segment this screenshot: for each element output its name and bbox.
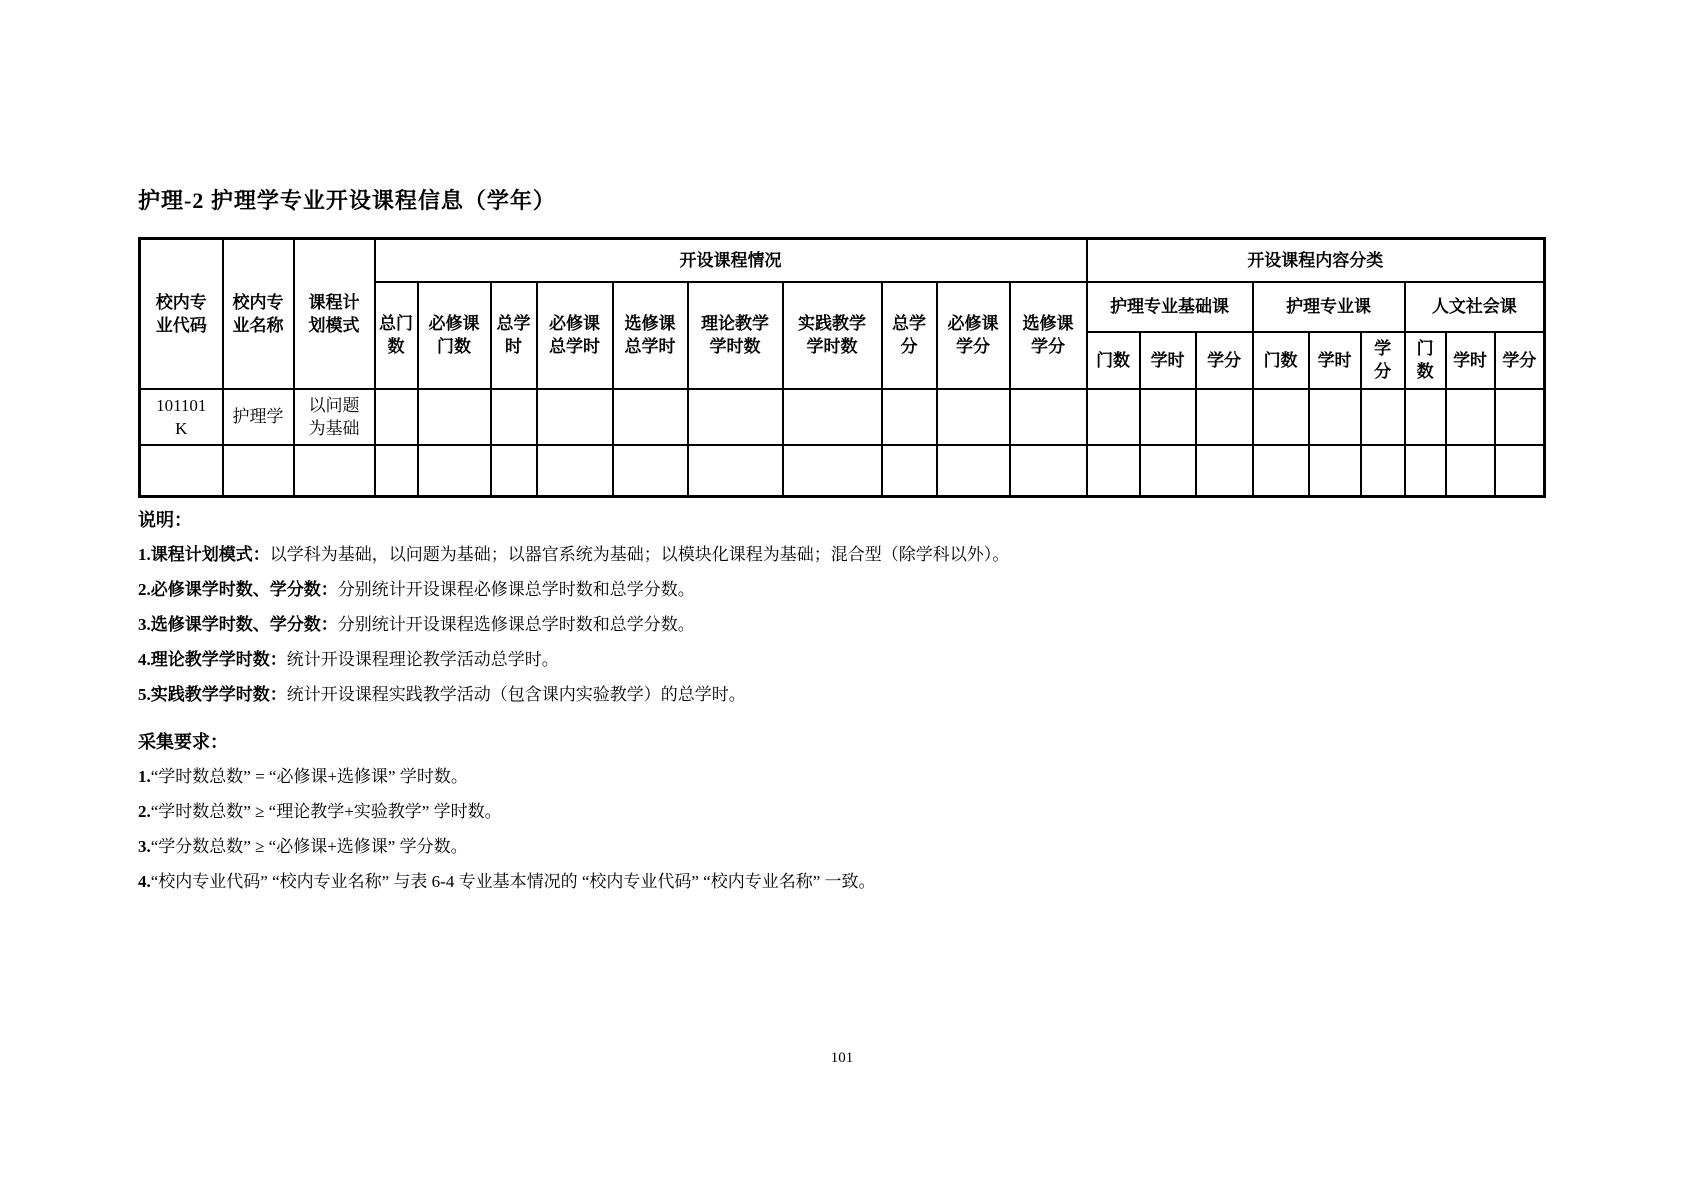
- cell-major-name: 护理学: [223, 389, 294, 445]
- header-elective-credits: [1010, 282, 1087, 389]
- note-item: [138, 578, 1548, 602]
- header-line: 数: [1416, 362, 1434, 381]
- header-line: 校内专: [155, 292, 207, 312]
- header-elective-total-hours: [613, 282, 688, 389]
- header-line: 学时: [1317, 350, 1352, 370]
- header-line: 门数: [437, 337, 471, 356]
- cell-plan-mode: [294, 389, 375, 445]
- header-line: 必修课: [549, 314, 600, 333]
- note-text: 统计开设课程理论教学活动总学时。: [286, 650, 559, 669]
- data-cell: [1087, 445, 1140, 497]
- header-line: 课程计: [308, 292, 360, 312]
- note-text: 分别统计开设课程必修课总学时数和总学分数。: [337, 580, 695, 599]
- data-cell: [1140, 445, 1196, 497]
- header-theory-teaching-hours: [688, 282, 783, 389]
- note-label: 3.选修课学时数、学分数：: [138, 615, 338, 634]
- header-curriculum-plan-mode: [294, 239, 375, 389]
- data-cell: [1087, 389, 1140, 445]
- header-line: 学分: [956, 337, 990, 356]
- header-line: 分: [900, 337, 918, 356]
- requirements-heading: 采集要求：: [138, 732, 228, 752]
- header-line: 校内专: [232, 292, 284, 312]
- notes-heading: 说明：: [138, 510, 192, 530]
- subheader-major-course-count: [1253, 332, 1309, 389]
- group-header-course-situation: 开设课程情况: [375, 239, 1087, 282]
- data-cell: [1446, 389, 1495, 445]
- header-line: 总学: [892, 314, 926, 333]
- header-school-major-name: [223, 239, 294, 389]
- data-cell: [1361, 445, 1405, 497]
- note-text: 以学科为基础，以问题为基础；以器官系统为基础；以模块化课程为基础；混合型（除学科以外）。: [269, 545, 1010, 564]
- header-line: 划模式: [308, 315, 360, 335]
- data-cell: [1495, 445, 1545, 497]
- header-line: 实践教学: [798, 314, 866, 333]
- header-line: 数: [387, 337, 405, 356]
- data-cell: [1010, 389, 1087, 445]
- header-line: 时: [505, 337, 522, 356]
- note-item: [138, 683, 1548, 707]
- header-required-courses: [418, 282, 491, 389]
- requirement-text: “学时数总数” = “必修课+选修课” 学时数。: [150, 767, 468, 786]
- data-cell: [1309, 389, 1361, 445]
- header-required-total-hours: [537, 282, 613, 389]
- data-cell: [1140, 389, 1196, 445]
- header-line: 总学时: [624, 337, 676, 356]
- data-cell: [1010, 445, 1087, 497]
- data-cell: [1196, 389, 1253, 445]
- cell-line: K: [175, 418, 188, 438]
- data-cell: [1253, 389, 1309, 445]
- data-cell: [1196, 445, 1253, 497]
- header-line: 学时: [1453, 350, 1488, 370]
- header-line: 必修课: [947, 314, 999, 333]
- note-item: [138, 648, 1548, 672]
- data-cell: [537, 445, 613, 497]
- header-line: 业名称: [232, 315, 284, 335]
- requirement-text: “学时数总数” ≥ “理论教学+实验教学” 学时数。: [150, 802, 502, 821]
- header-line: 门数: [1096, 350, 1131, 370]
- note-label: 1.课程计划模式：: [138, 545, 270, 564]
- header-line: 学: [1374, 339, 1392, 358]
- note-text: 统计开设课程实践教学活动（包含课内实验教学）的总学时。: [286, 685, 746, 704]
- data-cell: [1253, 445, 1309, 497]
- subheader-basic-credits: [1196, 332, 1253, 389]
- data-cell: [537, 389, 613, 445]
- header-line: 学分: [1031, 337, 1066, 356]
- requirement-text: “学分数总数” ≥ “必修课+选修课” 学分数。: [150, 837, 468, 856]
- data-cell: [937, 389, 1010, 445]
- data-cell: [375, 445, 418, 497]
- data-cell: [882, 389, 937, 445]
- data-cell: [1495, 389, 1545, 445]
- cell-major-code: [140, 389, 223, 445]
- data-cell: [882, 445, 937, 497]
- data-cell: [613, 389, 688, 445]
- header-line: 必修课: [428, 314, 480, 333]
- data-cell: [783, 445, 882, 497]
- data-cell: [1446, 445, 1495, 497]
- data-cell: [418, 445, 491, 497]
- header-total-hours: [491, 282, 537, 389]
- requirement-label: 3.: [138, 837, 151, 856]
- requirement-label: 2.: [138, 802, 151, 821]
- requirement-item: [138, 765, 1548, 789]
- subheader-major-hours: [1309, 332, 1361, 389]
- note-label: 5.实践教学学时数：: [138, 685, 287, 704]
- header-line: 选修课: [1022, 314, 1074, 333]
- data-cell: [783, 389, 882, 445]
- data-cell: [1361, 389, 1405, 445]
- group-header-nursing-basic-courses: 护理专业基础课: [1087, 282, 1253, 332]
- page-title: 护理-2 护理学专业开设课程信息（学年）: [138, 188, 556, 213]
- header-line: 学分: [1502, 350, 1537, 370]
- header-required-credits: [937, 282, 1010, 389]
- header-line: 门: [1416, 339, 1434, 358]
- header-school-major-code: [140, 239, 223, 389]
- requirement-label: 4.: [138, 872, 151, 891]
- header-line: 学时数: [709, 337, 761, 356]
- note-text: 分别统计开设课程选修课总学时数和总学分数。: [337, 615, 695, 634]
- page-number: 101: [830, 1050, 854, 1066]
- notes-section: [138, 508, 1548, 905]
- data-cell: [937, 445, 1010, 497]
- data-cell: [1405, 445, 1446, 497]
- note-item: [138, 543, 1548, 567]
- group-header-nursing-major-courses: 护理专业课: [1253, 282, 1405, 332]
- data-cell: [140, 445, 223, 497]
- header-line: 选修课: [624, 314, 676, 333]
- group-header-humanities-social-courses: 人文社会课: [1405, 282, 1545, 332]
- header-practice-teaching-hours: [783, 282, 882, 389]
- subheader-humanities-hours: [1446, 332, 1495, 389]
- header-line: 总门: [379, 314, 413, 333]
- requirement-item: [138, 800, 1548, 824]
- group-header-course-classification: 开设课程内容分类: [1087, 239, 1545, 282]
- cell-line: 为基础: [308, 418, 360, 438]
- header-total-credits: [882, 282, 937, 389]
- requirement-item: [138, 835, 1548, 859]
- header-line: 总学时: [549, 337, 600, 356]
- note-item: [138, 613, 1548, 637]
- data-cell: [294, 445, 375, 497]
- subheader-basic-hours: [1140, 332, 1196, 389]
- header-total-courses: [375, 282, 418, 389]
- data-cell: [1405, 389, 1446, 445]
- data-cell: [491, 445, 537, 497]
- header-line: 业代码: [155, 315, 207, 335]
- data-cell: [375, 389, 418, 445]
- subheader-major-credits: [1361, 332, 1405, 389]
- subheader-humanities-course-count: [1405, 332, 1446, 389]
- requirement-text: “校内专业代码” “校内专业名称” 与表 6-4 专业基本情况的 “校内专业代码” “校内专业名称” 一致。: [150, 872, 876, 891]
- header-line: 学时数: [806, 337, 858, 356]
- header-line: 学时: [1150, 350, 1185, 370]
- requirement-label: 1.: [138, 767, 151, 786]
- header-line: 学分: [1207, 350, 1242, 370]
- subheader-humanities-credits: [1495, 332, 1545, 389]
- data-cell: [491, 389, 537, 445]
- header-line: 总学: [496, 314, 531, 333]
- cell-line: 101101: [156, 395, 207, 415]
- data-cell: [1309, 445, 1361, 497]
- course-info-table: [138, 237, 1546, 498]
- requirement-item: [138, 870, 1548, 894]
- data-cell: [223, 445, 294, 497]
- header-line: 分: [1374, 362, 1392, 381]
- cell-line: 以问题: [308, 395, 360, 415]
- data-cell: [418, 389, 491, 445]
- data-cell: [688, 389, 783, 445]
- header-line: 门数: [1263, 350, 1298, 370]
- subheader-basic-course-count: [1087, 332, 1140, 389]
- note-label: 4.理论教学学时数：: [138, 650, 287, 669]
- note-label: 2.必修课学时数、学分数：: [138, 580, 338, 599]
- data-cell: [613, 445, 688, 497]
- data-cell: [688, 445, 783, 497]
- header-line: 理论教学: [701, 314, 769, 333]
